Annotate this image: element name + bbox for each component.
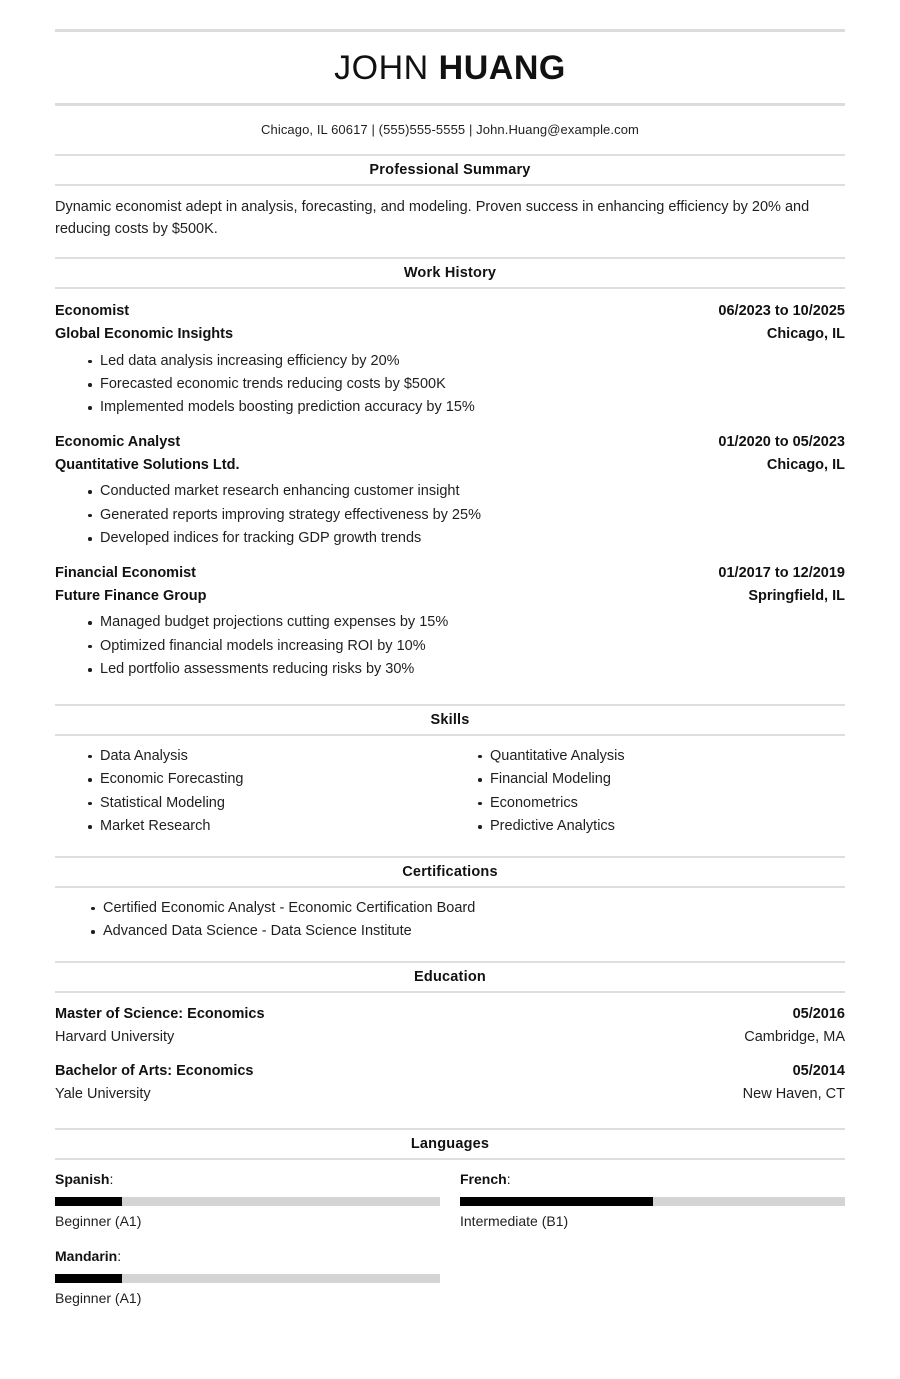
list-item: Generated reports improving strategy effectiveness by 25% (55, 504, 845, 527)
education-school-row (55, 1083, 845, 1106)
language-item (55, 1169, 450, 1232)
last-name: HUANG (438, 49, 566, 87)
language-proficiency-fill (55, 1274, 122, 1283)
section-heading-summary: Professional Summary (369, 162, 531, 179)
degree-title: Master of Science: Economics (55, 1005, 265, 1022)
graduation-date: 05/2016 (792, 1005, 845, 1022)
list-item: Certified Economic Analyst - Economic Certification Board (55, 897, 845, 920)
education-school-row (55, 1026, 845, 1049)
education-entry (55, 1050, 845, 1107)
education-entry (55, 993, 845, 1050)
skills-list (450, 745, 845, 839)
list-item: Advanced Data Science - Data Science Institute (55, 920, 845, 943)
language-level: Beginner (A1) (55, 1290, 142, 1307)
school-name: Harvard University (55, 1029, 175, 1046)
work-entry (55, 289, 845, 420)
work-entry-company-row (55, 323, 845, 346)
language-proficiency-bar (55, 1274, 440, 1283)
job-bullet-list (55, 350, 845, 420)
language-proficiency-bar (460, 1197, 845, 1206)
list-item: Economic Forecasting (55, 768, 450, 791)
list-item: Market Research (55, 815, 450, 838)
language-label: French: (460, 1171, 511, 1188)
education-degree-row (55, 1060, 845, 1083)
section-heading-education: Education (414, 968, 486, 985)
language-name: French (460, 1171, 507, 1188)
school-name: Yale University (55, 1085, 151, 1102)
language-label: Spanish: (55, 1171, 114, 1188)
job-dates: 01/2017 to 12/2019 (718, 564, 845, 581)
graduation-date: 05/2014 (792, 1062, 845, 1079)
section-heading-languages: Languages (410, 1136, 490, 1153)
languages-grid (55, 1160, 845, 1323)
list-item: Data Analysis (55, 745, 450, 768)
list-item: Managed budget projections cutting expenses by 15% (55, 611, 845, 634)
skills-columns (55, 736, 845, 839)
school-location: New Haven, CT (742, 1085, 845, 1102)
language-name: Mandarin (55, 1248, 118, 1265)
summary-text: Dynamic economist adept in analysis, forecasting, and modeling. Proven success in enhancing efficiency by 20% and reducing costs by $500K. (55, 199, 810, 238)
job-title: Financial Economist (55, 564, 196, 581)
list-item: Statistical Modeling (55, 792, 450, 815)
job-bullet-list (55, 480, 845, 550)
list-item: Led data analysis increasing efficiency by 20% (55, 350, 845, 373)
first-name: JOHN (334, 49, 429, 87)
company-name: Quantitative Solutions Ltd. (55, 457, 240, 474)
list-item: Implemented models boosting prediction accuracy by 15% (55, 396, 845, 419)
contact-line: Chicago, IL 60617 | (555)555-5555 | John.Huang@example.com (261, 122, 639, 138)
language-item (55, 1246, 450, 1309)
section-heading-certifications: Certifications (402, 863, 498, 880)
list-item: Conducted market research enhancing customer insight (55, 480, 845, 503)
work-entry-title-row (55, 562, 845, 585)
job-title: Economic Analyst (55, 433, 181, 450)
job-location: Springfield, IL (748, 587, 845, 604)
list-item: Optimized financial models increasing ROI by 10% (55, 635, 845, 658)
work-entry-title-row (55, 431, 845, 454)
language-name: Spanish (55, 1171, 110, 1188)
language-level: Intermediate (B1) (460, 1213, 569, 1230)
section-heading-work-history: Work History (403, 265, 497, 282)
list-item: Quantitative Analysis (450, 745, 845, 768)
degree-title: Bachelor of Arts: Economics (55, 1062, 254, 1079)
language-label: Mandarin: (55, 1248, 122, 1265)
work-entry-company-row (55, 454, 845, 477)
list-item: Developed indices for tracking GDP growth trends (55, 527, 845, 550)
skills-column-one (55, 742, 450, 839)
certifications-list-wrapper (55, 888, 845, 944)
work-entry (55, 420, 845, 551)
language-item (450, 1169, 845, 1232)
work-entry-company-row (55, 585, 845, 608)
skills-list (55, 745, 450, 839)
language-proficiency-fill (460, 1197, 653, 1206)
job-dates: 01/2020 to 05/2023 (718, 433, 845, 450)
skills-column-two (450, 742, 845, 839)
list-item: Financial Modeling (450, 768, 845, 791)
education-degree-row (55, 1003, 845, 1026)
job-bullet-list (55, 611, 845, 681)
list-item: Forecasted economic trends reducing costs by $500K (55, 373, 845, 396)
list-item: Led portfolio assessments reducing risks by 30% (55, 658, 845, 681)
work-entry-title-row (55, 300, 845, 323)
work-entry (55, 551, 845, 682)
certifications-list (55, 897, 845, 944)
resume-document (0, 29, 900, 1379)
company-name: Future Finance Group (55, 587, 207, 604)
job-location: Chicago, IL (766, 457, 845, 474)
list-item: Econometrics (450, 792, 845, 815)
page-title (55, 32, 845, 103)
section-heading-skills: Skills (430, 711, 470, 728)
job-title: Economist (55, 303, 130, 320)
job-location: Chicago, IL (766, 326, 845, 343)
school-location: Cambridge, MA (744, 1029, 845, 1046)
company-name: Global Economic Insights (55, 326, 234, 343)
job-dates: 06/2023 to 10/2025 (718, 303, 845, 320)
list-item: Predictive Analytics (450, 815, 845, 838)
language-proficiency-bar (55, 1197, 440, 1206)
language-proficiency-fill (55, 1197, 122, 1206)
language-level: Beginner (A1) (55, 1213, 142, 1230)
